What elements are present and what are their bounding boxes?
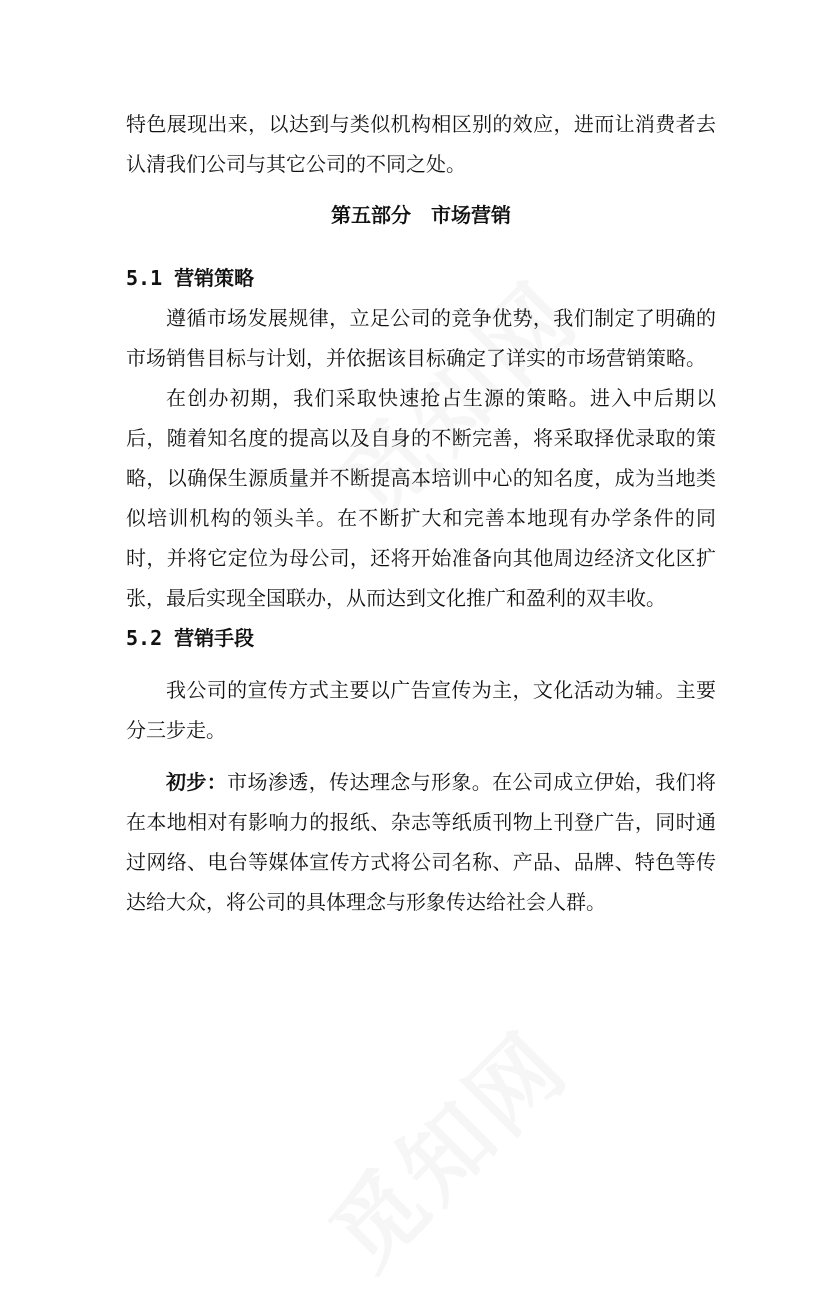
- section-heading-5-1: 5.1 营销策略: [126, 266, 255, 290]
- step-lead: 初步：: [166, 770, 228, 794]
- watermark: [296, 997, 592, 1293]
- section-heading-5-2: 5.2 营销手段: [126, 626, 255, 650]
- paragraph: 遵循市场发展规律，立足公司的竞争优势，我们制定了明确的市场销售目标与计划，并依据该目标确定了详实的市场营销策略。: [126, 306, 716, 370]
- part-title: 第五部分 市场营销: [331, 203, 511, 227]
- step-paragraph: [126, 762, 716, 922]
- paragraph: 在创办初期，我们采取快速抢占生源的策略。进入中后期以后，随着知名度的提高以及自身的不断完善，将采取择优录取的策略，以确保生源质量并不断提高本培训中心的知名度，成为当地类似培训机构的领头羊。在不断扩大和完善本地现有办学条件的同时，并将它定位为母公司，还将开始准备向其他周边经济文化区扩张，最后实现全国联办，从而达到文化推广和盈利的双丰收。: [126, 386, 716, 610]
- paragraph: 我公司的宣传方式主要以广告宣传为主，文化活动为辅。主要分三步走。: [126, 678, 716, 742]
- step-text: 市场渗透，传达理念与形象。在公司成立伊始，我们将在本地相对有影响力的报纸、杂志等纸质刊物上刊登广告，同时通过网络、电台等媒体宣传方式将公司名称、产品、品牌、特色等传达给大众，将公司的具体理念与形象传达给社会人群。: [126, 770, 717, 914]
- document-body: [126, 104, 716, 922]
- intro-paragraph: 特色展现出来，以达到与类似机构相区别的效应，进而让消费者去认清我们公司与其它公司的不同之处。: [126, 112, 716, 176]
